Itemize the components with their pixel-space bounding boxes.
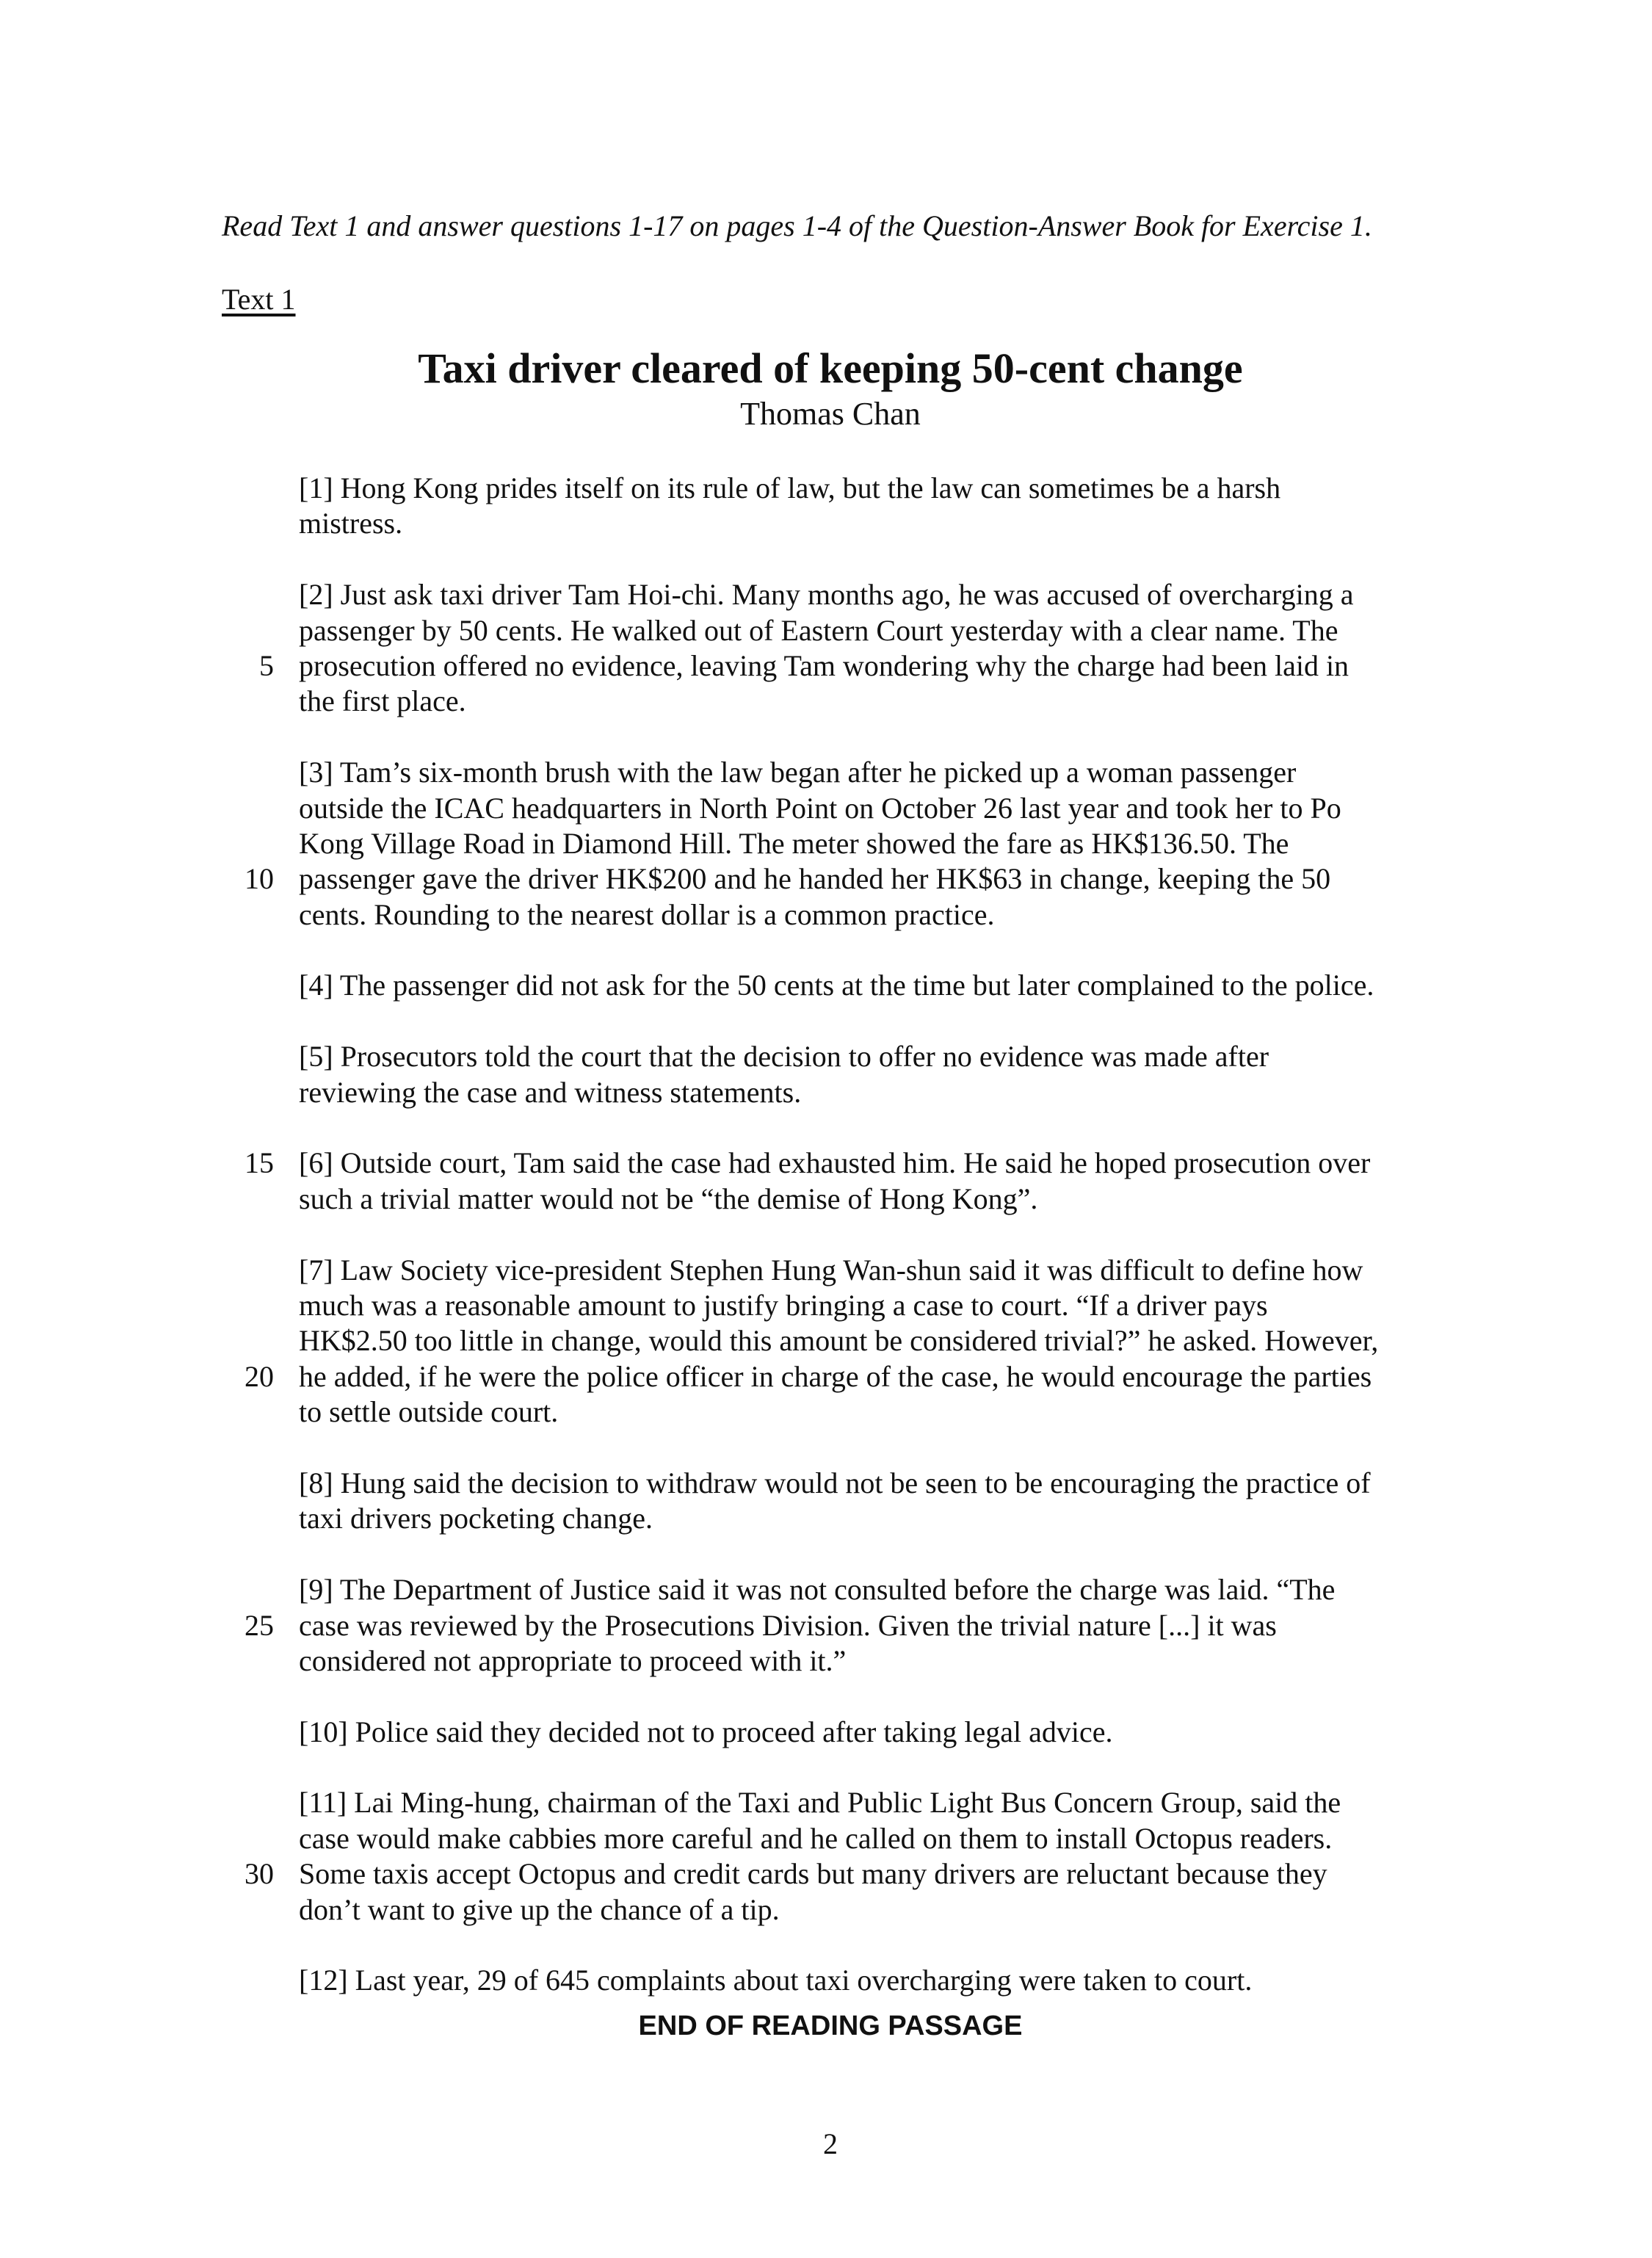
paragraph: [244, 755, 1434, 933]
paragraph: [299, 968, 1434, 1003]
line-text: outside the ICAC headquarters in North Point on October 26 last year and took her to Po: [299, 791, 1341, 825]
line-text: [2] Just ask taxi driver Tam Hoi-chi. Many months ago, he was accused of overcharging a: [299, 578, 1354, 612]
paragraph-gap: [299, 1750, 1434, 1785]
text-line: [299, 1253, 1434, 1288]
paragraph: [259, 577, 1434, 720]
paragraph: [299, 1039, 1434, 1110]
text-line: [299, 1785, 1434, 1820]
text-line: [299, 1643, 1434, 1679]
line-text: [7] Law Society vice-president Stephen Hung Wan-shun said it was difficult to define how: [299, 1253, 1363, 1287]
text-line: [299, 1821, 1434, 1856]
line-text: case would make cabbies more careful and he called on them to install Octopus readers.: [299, 1821, 1333, 1855]
line-text: [12] Last year, 29 of 645 complaints about taxi overcharging were taken to court.: [299, 1964, 1253, 1997]
paragraph-gap: [299, 720, 1434, 755]
line-text: cents. Rounding to the nearest dollar is a common practice.: [299, 897, 995, 931]
paragraph: [299, 1466, 1434, 1537]
line-text: [3] Tam’s six-month brush with the law began after he picked up a woman passenger: [299, 756, 1297, 789]
line-number: 20: [244, 1359, 274, 1393]
line-text: HK$2.50 too little in change, would this amount be considered trivial?” he asked. However,: [299, 1324, 1379, 1358]
line-number: 15: [244, 1146, 274, 1180]
paragraph: [244, 1253, 1434, 1430]
line-text: mistress.: [299, 507, 403, 540]
article-author: Thomas Chan: [740, 396, 921, 432]
line-text: Kong Village Road in Diamond Hill. The meter showed the fare as HK$136.50. The: [299, 826, 1289, 860]
text-line: [299, 1501, 1434, 1536]
line-text: don’t want to give up the chance of a tip.: [299, 1892, 780, 1926]
text-line: [244, 1359, 1434, 1394]
line-number: 5: [259, 648, 274, 682]
line-text: passenger gave the driver HK$200 and he handed her HK$63 in change, keeping the 50: [299, 862, 1331, 896]
line-text: [1] Hong Kong prides itself on its rule of law, but the law can sometimes be a harsh: [299, 471, 1281, 504]
line-text: such a trivial matter would not be “the demise of Hong Kong”.: [299, 1182, 1038, 1215]
paragraph: [299, 471, 1434, 542]
end-of-passage: END OF READING PASSAGE: [638, 2011, 1023, 2041]
line-text: case was reviewed by the Prosecutions Division. Given the trivial nature [...] it was: [299, 1608, 1277, 1642]
paragraph-gap: [299, 1004, 1434, 1039]
paragraph-gap: [299, 1679, 1434, 1714]
text-line: [244, 861, 1434, 897]
paragraph: [244, 1572, 1434, 1679]
line-text: taxi drivers pocketing change.: [299, 1502, 653, 1535]
paragraph: [299, 1715, 1434, 1750]
paragraph-gap: [299, 1430, 1434, 1466]
text-line: [299, 968, 1434, 1003]
instruction-text: Read Text 1 and answer questions 1-17 on pages 1-4 of the Question-Answer Book for Exercise 1.: [222, 209, 1372, 242]
line-text: [9] The Department of Justice said it was not consulted before the charge was laid. “The: [299, 1573, 1336, 1607]
text-line: [244, 1146, 1434, 1181]
text-line: [299, 1182, 1434, 1217]
text-line: [299, 1288, 1434, 1323]
text-line: [299, 1715, 1434, 1750]
text-line: [299, 471, 1434, 506]
article-title: Taxi driver cleared of keeping 50-cent change: [418, 344, 1243, 392]
text-line: [299, 1892, 1434, 1928]
text-label: Text 1: [222, 283, 296, 316]
paragraph-gap: [299, 1110, 1434, 1146]
paragraph: [244, 1146, 1434, 1217]
text-line: [299, 1572, 1434, 1607]
paragraph: [299, 1963, 1434, 1998]
paragraph-gap: [299, 1928, 1434, 1963]
text-line: [299, 613, 1434, 648]
line-text: [10] Police said they decided not to proceed after taking legal advice.: [299, 1715, 1113, 1748]
text-line: [244, 1856, 1434, 1892]
text-line: [299, 791, 1434, 826]
line-text: [11] Lai Ming-hung, chairman of the Taxi and Public Light Bus Concern Group, said the: [299, 1786, 1341, 1820]
line-text: passenger by 50 cents. He walked out of Eastern Court yesterday with a clear name. The: [299, 613, 1338, 647]
text-line: [299, 1963, 1434, 1998]
paragraph: [244, 1785, 1434, 1928]
paragraph-gap: [299, 1537, 1434, 1572]
text-line: [299, 1323, 1434, 1358]
paragraph-gap: [299, 933, 1434, 968]
text-line: [244, 1608, 1434, 1643]
text-line: [299, 897, 1434, 933]
text-line: [299, 506, 1434, 541]
line-text: he added, if he were the police officer in charge of the case, he would encourage the parties: [299, 1359, 1372, 1393]
text-line: [299, 826, 1434, 861]
line-text: much was a reasonable amount to justify bringing a case to court. “If a driver pays: [299, 1288, 1268, 1322]
line-number: 10: [244, 862, 274, 896]
line-text: prosecution offered no evidence, leaving Tam wondering why the charge had been laid in: [299, 648, 1350, 682]
line-text: reviewing the case and witness statements.: [299, 1075, 802, 1109]
line-text: the first place.: [299, 684, 466, 718]
text-line: [299, 1075, 1434, 1110]
line-text: [5] Prosecutors told the court that the decision to offer no evidence was made after: [299, 1040, 1269, 1074]
paragraph-gap: [299, 1217, 1434, 1252]
line-number: 30: [244, 1857, 274, 1891]
line-text: to settle outside court.: [299, 1395, 559, 1429]
text-line: [259, 648, 1434, 684]
text-line: [299, 577, 1434, 612]
text-line: [299, 755, 1434, 790]
article-body: [244, 471, 1434, 1999]
page-number: 2: [823, 2127, 838, 2160]
text-line: [299, 1039, 1434, 1074]
text-line: [299, 1394, 1434, 1430]
text-line: [299, 684, 1434, 719]
line-text: [4] The passenger did not ask for the 50 cents at the time but later complained to the police.: [299, 969, 1374, 1002]
text-line: [299, 1466, 1434, 1501]
line-number: 25: [244, 1608, 274, 1642]
line-text: considered not appropriate to proceed with it.”: [299, 1643, 847, 1677]
line-text: Some taxis accept Octopus and credit cards but many drivers are reluctant because they: [299, 1857, 1327, 1891]
line-text: [6] Outside court, Tam said the case had exhausted him. He said he hoped prosecution over: [299, 1146, 1371, 1180]
line-text: [8] Hung said the decision to withdraw would not be seen to be encouraging the practice of: [299, 1466, 1371, 1499]
paragraph-gap: [299, 542, 1434, 577]
